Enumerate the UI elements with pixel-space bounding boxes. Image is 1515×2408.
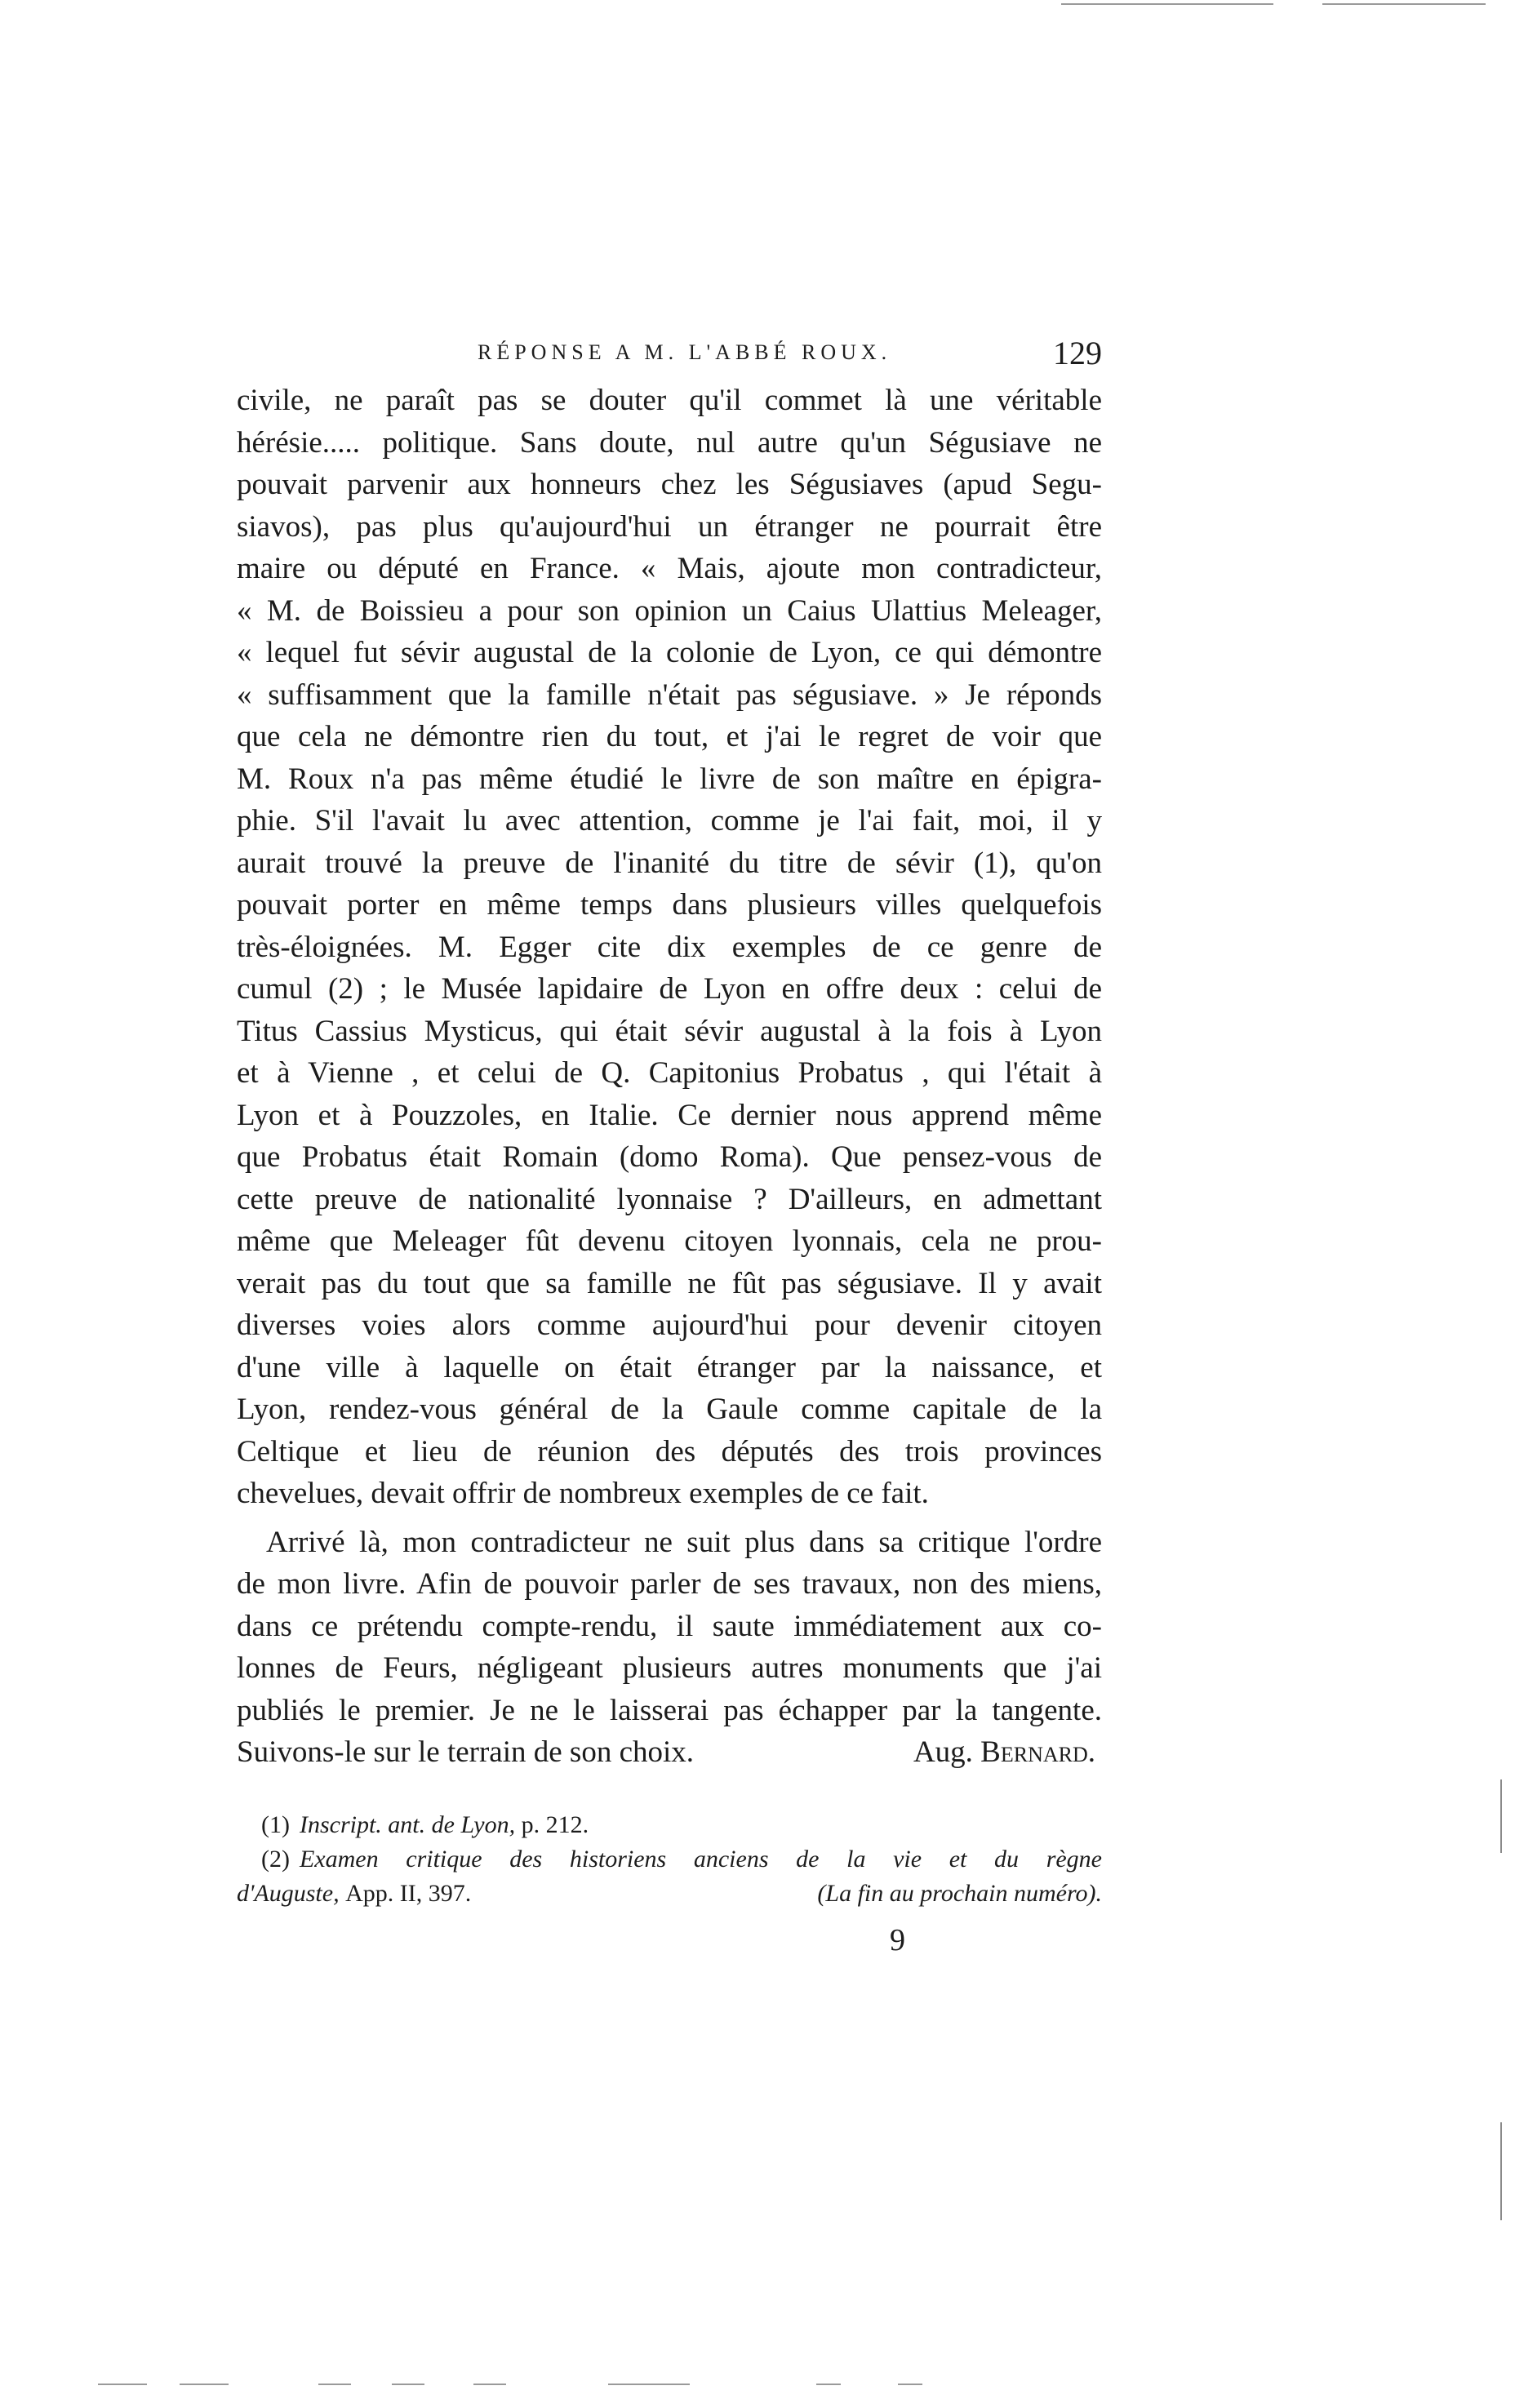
text-line: cumul (2) ; le Musée lapidaire de Lyon en offre deux : celui de [237, 972, 1102, 1006]
text-line: Arrivé là, mon contradicteur ne suit plus dans sa critique l'ordre [266, 1525, 1102, 1559]
text-line: maire ou député en France. « Mais, ajoute mon contradicteur, [237, 552, 1102, 585]
text-line: pouvait porter en même temps dans plusieurs villes quelquefois [237, 888, 1102, 922]
scan-rule [816, 2384, 841, 2385]
text-line: siavos), pas plus qu'aujourd'hui un étranger ne pourrait être [237, 509, 1102, 544]
text-line: Titus Cassius Mysticus, qui était sévir augustal à la fois à Lyon [237, 1014, 1102, 1048]
scan-rule [318, 2384, 351, 2385]
scan-rule [180, 2384, 229, 2385]
text-line: que Probatus était Romain (domo Roma). Que pensez-vous de [237, 1140, 1102, 1174]
scan-rule [1061, 3, 1273, 5]
text-line: pouvait parvenir aux honneurs chez les Ségusiaves (apud Segu- [237, 468, 1102, 501]
text-line: publiés le premier. Je ne le laisserai pas échapper par la tangente. [237, 1693, 1102, 1727]
paragraph-gap [237, 1515, 1102, 1522]
text-line: verait pas du tout que sa famille ne fût pas ségusiave. Il y avait [237, 1266, 1102, 1300]
body-text [237, 380, 1102, 1774]
text-line: « suffisamment que la famille n'était pas ségusiave. » Je réponds [237, 678, 1102, 712]
text-line: dans ce prétendu compte-rendu, il saute immédiatement aux co- [237, 1609, 1102, 1643]
text-line: diverses voies alors comme aujourd'hui pour devenir citoyen [237, 1308, 1102, 1342]
text-line: Celtique et lieu de réunion des députés des trois provinces [237, 1434, 1102, 1468]
footnote-title: Examen critique des historiens anciens de la vie et du règne [299, 1846, 1102, 1873]
text-line: civile, ne paraît pas se douter qu'il commet là une véritable [237, 384, 1102, 417]
footnote-number: (1) [261, 1811, 290, 1838]
text-line: hérésie..... politique. Sans doute, nul autre qu'un Ségusiave ne [237, 425, 1102, 460]
footnote-2 [237, 1842, 1102, 1877]
footnote-number: (2) [261, 1846, 290, 1873]
signature-given: Aug. [913, 1735, 973, 1769]
scan-rule [98, 2384, 147, 2385]
running-title: RÉPONSE A M. L'ABBÉ ROUX. [478, 340, 892, 364]
text-line: Lyon et à Pouzzoles, en Italie. Ce dernier nous apprend même [237, 1098, 1102, 1132]
text-line: chevelues, devait offrir de nombreux exemples de ce fait. [237, 1477, 929, 1510]
footnote-page: App. II, 397. [345, 1880, 472, 1907]
footnote-ref [237, 1877, 471, 1911]
paragraph-1 [237, 380, 1102, 1515]
text-line: aurait trouvé la preuve de l'inanité du titre de sévir (1), qu'on [237, 846, 1102, 880]
scan-rule [1322, 3, 1486, 5]
text-line: très-éloignées. M. Egger cite dix exemples de ce genre de [237, 930, 1102, 964]
text-line: « lequel fut sévir augustal de la colonie de Lyon, ce qui démontre [237, 636, 1102, 669]
footnote-title: Inscript. ant. de Lyon, [299, 1811, 516, 1838]
footnote-page: p. 212. [521, 1811, 589, 1838]
author-signature [913, 1731, 1102, 1774]
text-line: lonnes de Feurs, négligeant plusieurs autres monuments que j'ai [237, 1651, 1102, 1685]
scan-rule [392, 2384, 424, 2385]
text-line: M. Roux n'a pas même étudié le livre de son maître en épigra- [237, 762, 1102, 796]
scan-rule [608, 2384, 690, 2385]
page-number: 129 [1053, 335, 1102, 371]
scan-rule [1500, 2122, 1502, 2220]
text-line: et à Vienne , et celui de Q. Capitonius Probatus , qui l'était à [237, 1056, 1102, 1090]
text-line: de mon livre. Afin de pouvoir parler de ses travaux, non des miens, [237, 1567, 1102, 1601]
sheet-signature: 9 [890, 1923, 905, 1957]
text-line: que cela ne démontre rien du tout, et j'ai le regret de voir que [237, 720, 1102, 753]
text-line: Lyon, rendez-vous général de la Gaule comme capitale de la [237, 1393, 1102, 1426]
scan-rule [1500, 1779, 1502, 1853]
running-head [237, 331, 1110, 380]
text-line: « M. de Boissieu a pour son opinion un Caius Ulattius Meleager, [237, 593, 1102, 628]
scan-rule [473, 2384, 506, 2385]
paragraph-2 [237, 1522, 1102, 1774]
footnote-title: d'Auguste, [237, 1880, 340, 1907]
footnotes [237, 1808, 1102, 1911]
scan-rule [898, 2384, 922, 2385]
text-line: Suivons-le sur le terrain de son choix. [237, 1735, 695, 1769]
text-line: cette preuve de nationalité lyonnaise ? D'ailleurs, en admettant [237, 1182, 1102, 1216]
text-line: d'une ville à laquelle on était étranger par la naissance, et [237, 1350, 1102, 1384]
signature-surname: Bernard. [980, 1735, 1095, 1769]
continuation-note: (La fin au prochain numéro). [817, 1880, 1102, 1907]
footnote-1 [237, 1808, 1102, 1842]
footnote-2-continued [237, 1877, 1102, 1911]
text-line: phie. S'il l'avait lu avec attention, comme je l'ai fait, moi, il y [237, 804, 1102, 837]
closing-line [237, 1731, 1102, 1774]
text-line: même que Meleager fût devenu citoyen lyonnais, cela ne prou- [237, 1224, 1102, 1258]
